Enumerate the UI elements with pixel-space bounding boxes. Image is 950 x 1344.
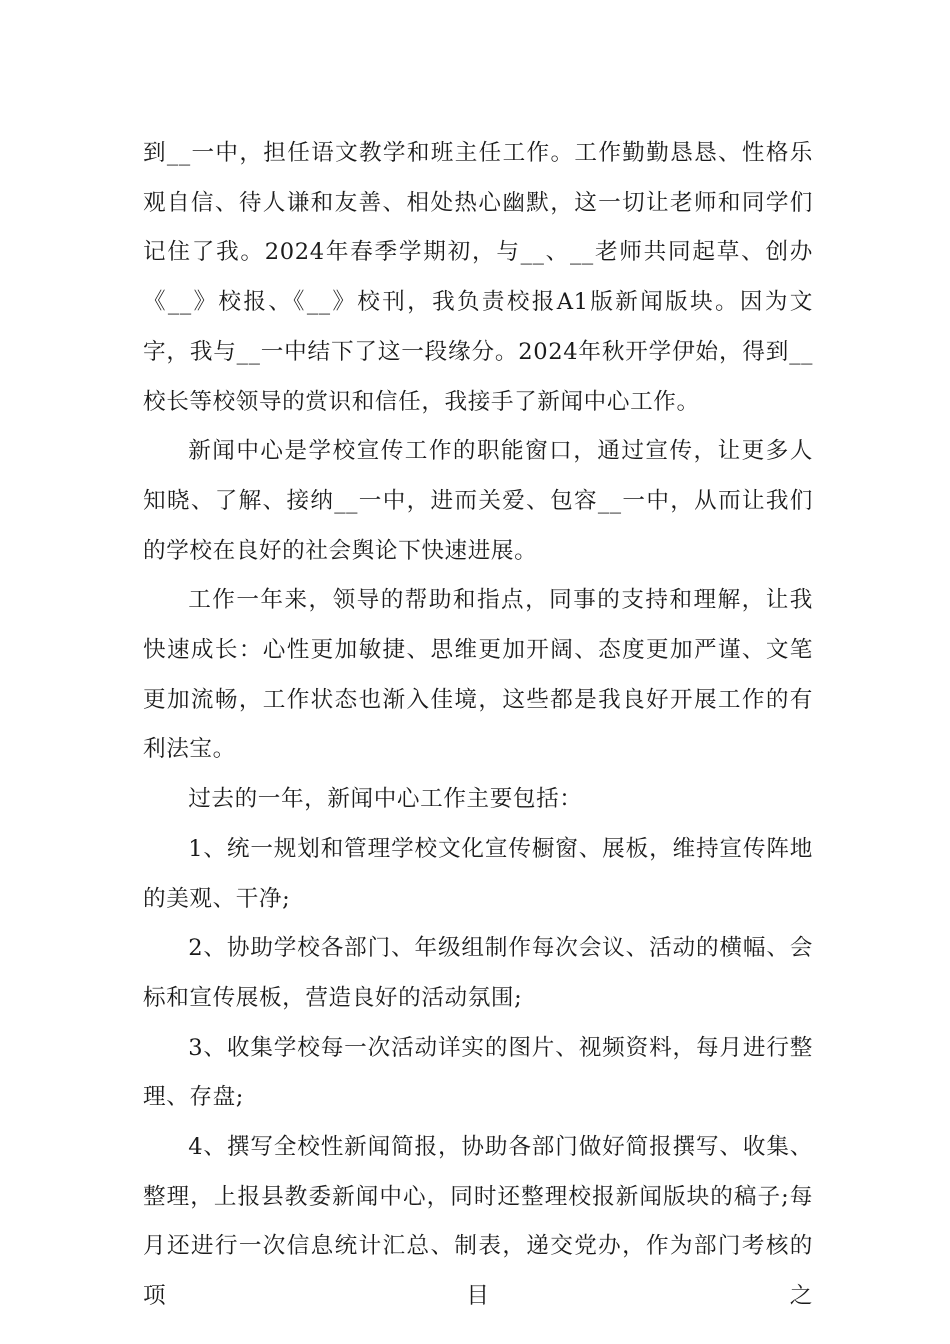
list-item-publicity-windows: 1、统一规划和管理学校文化宣传橱窗、展板，维持宣传阵地的美观、干净; bbox=[143, 835, 813, 912]
paragraph-work-summary-heading: 过去的一年，新闻中心工作主要包括： bbox=[188, 786, 583, 813]
paragraph-career-intro: 到__一中，担任语文教学和班主任工作。工作勤勤恳恳、性格乐观自信、待人谦和友善、相处热心幽默，这一切让老师和同学们记住了我。2024年春季学期初，与__、__老师共同起草、创办《__》校报、《__》校刊，我负责校报A1版新闻版块。因为文字，我与__一中结下了这一段缘分。2024年秋开学伊始，得到__校长等校领导的赏识和信任，我接手了新闻中心工作。 bbox=[143, 140, 813, 415]
paragraph-news-center-role: 新闻中心是学校宣传工作的职能窗口，通过宣传，让更多人知晓、了解、接纳__一中，进而关爱、包容__一中，从而让我们的学校在良好的社会舆论下快速进展。 bbox=[143, 438, 813, 564]
document-body bbox=[143, 129, 813, 1322]
list-item-banners: 2、协助学校各部门、年级组制作每次会议、活动的横幅、会标和宣传展板，营造良好的活动氛围; bbox=[143, 935, 813, 1011]
list-item-news-briefs: 4、撰写全校性新闻简报，协助各部门做好简报撰写、收集、整理，上报县教委新闻中心，同时还整理校报新闻版块的稿子;每月还进行一次信息统计汇总、制表，递交党办，作为部门考核的项目之 bbox=[143, 1134, 813, 1310]
list-item-media-archive: 3、收集学校每一次活动详实的图片、视频资料，每月进行整理、存盘; bbox=[143, 1034, 813, 1111]
paragraph-growth: 工作一年来，领导的帮助和指点，同事的支持和理解，让我快速成长：心性更加敏捷、思维更加开阔、态度更加严谨、文笔更加流畅，工作状态也渐入佳境，这些都是我良好开展工作的有利法宝。 bbox=[143, 587, 813, 763]
